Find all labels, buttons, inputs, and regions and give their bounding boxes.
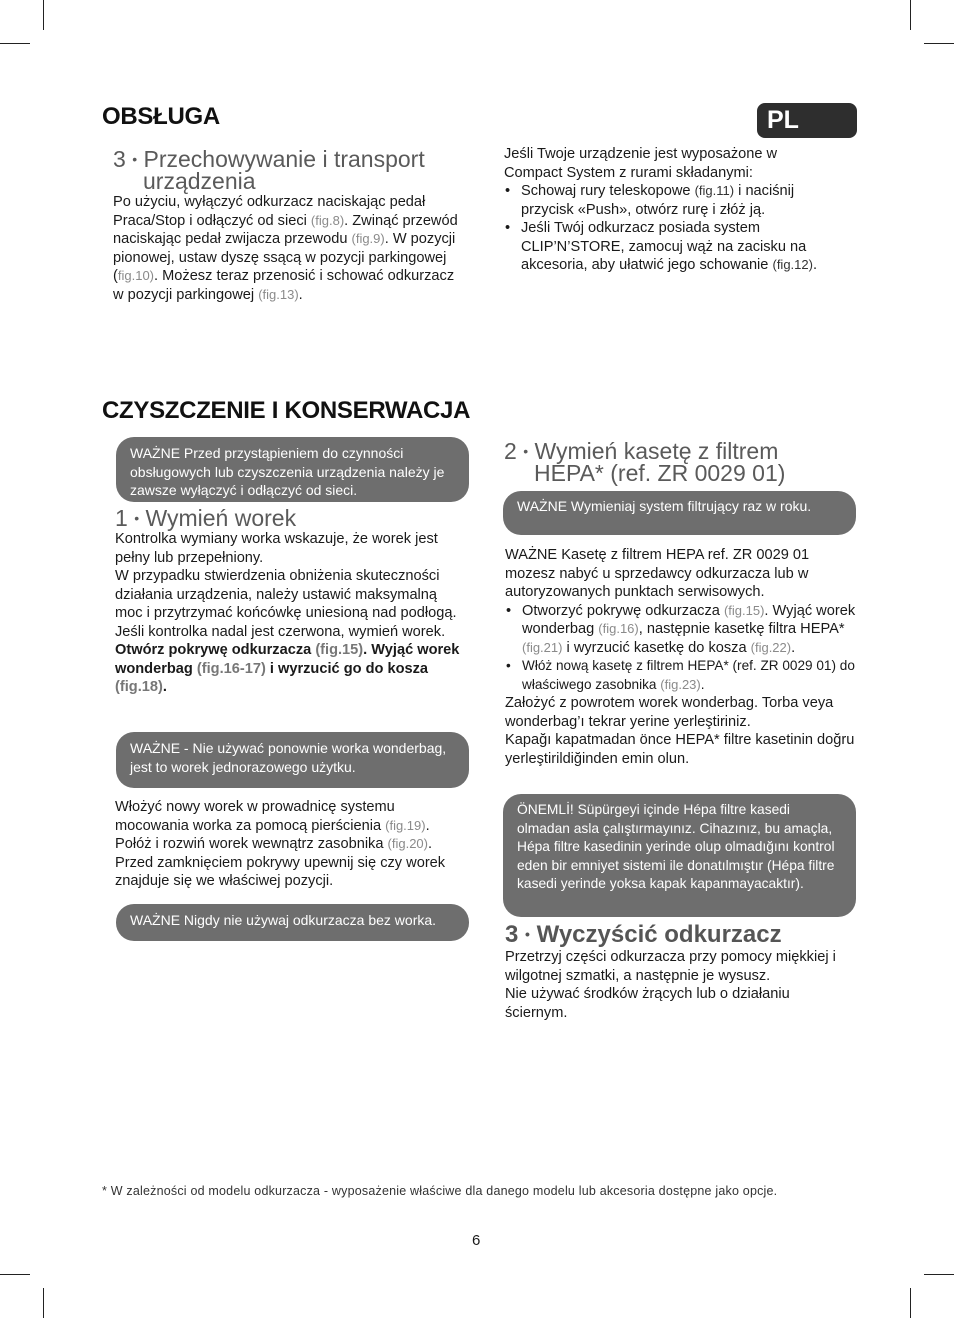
- subsection-number: 1: [115, 505, 128, 531]
- text: , następnie kasetkę filtra HEPA*: [638, 621, 845, 637]
- text: Włożyć nowy worek w prowadnicę systemu mocowania worka za pomocą pierścienia: [115, 799, 395, 834]
- hepa-check-text: Kapağı kapatmadan önce HEPA* filtre kasetinin doğru yerleştirildiğinden emin olun.: [505, 732, 855, 767]
- subsection-title: Wyczyścić odkurzacz: [536, 921, 782, 948]
- hepa-steps-list: [505, 602, 857, 695]
- warning-box-single-use: [116, 732, 469, 788]
- bullet-dot: •: [525, 926, 530, 942]
- hepa-purchase-text: WAŻNE Kasetę z filtrem HEPA ref. ZR 0029 01 mozesz nabyć u sprzedawcy odkurzacza lub w autoryzowanych punktach serwisowych.: [505, 547, 810, 600]
- fig-ref: (fig.8): [310, 212, 345, 228]
- text: .: [791, 639, 796, 656]
- crop-mark: [924, 1274, 954, 1275]
- text: .: [812, 257, 818, 273]
- fig-ref: (fig.16-17): [196, 660, 266, 677]
- subsection-number: 2: [504, 438, 517, 464]
- fig-ref: (fig.18): [115, 679, 163, 695]
- fig-ref: (fig.23): [660, 676, 701, 692]
- list-item: [504, 219, 824, 275]
- fig-ref: (fig.22): [750, 639, 792, 655]
- crop-mark: [0, 1274, 30, 1275]
- text: . Zwinąć przewód naciskając pedał zwijacza przewodu: [113, 212, 458, 247]
- text: . Połóż i rozwiń worek wewnątrz zasobnika: [115, 817, 430, 852]
- warning-text: WAŻNE Przed przystąpieniem do czynności obsługowych lub czyszczenia urządzenia należy je zawsze wyłączyć i odłączyć od sieci.: [130, 445, 445, 498]
- list-item: [505, 657, 857, 694]
- text: Włóż nową kasetę z filtrem HEPA* (ref. ZR 0029 01) do właściwego zasobnika: [522, 658, 855, 692]
- subsection-replace-bag: [115, 507, 460, 697]
- crop-mark: [910, 0, 911, 30]
- warning-box-disconnect: [116, 437, 469, 502]
- hepa-reinsert-text: Założyć z powrotem worek wonderbag. Torba veya wonderbag’ı tekrar yerine yerleştiriniz.: [505, 695, 834, 730]
- subsection-heading: [113, 148, 453, 192]
- crop-mark: [0, 43, 30, 44]
- text: . W pozycji pionowej, ustaw dyszę ssącą w pozycji parkingowej (: [113, 231, 456, 284]
- list-item: [505, 602, 857, 658]
- language-badge: [757, 103, 857, 138]
- fig-ref: (fig.12): [772, 257, 813, 272]
- clean-warning-text: Nie używać środków żrących lub o działaniu ściernym.: [505, 986, 790, 1021]
- warning-box-turkish: [503, 794, 856, 917]
- warning-text: ÖNEMLİ! Süpürgeyi içinde Hépa filtre kasedi olmadan asla çalıştırmayınız. Cihazınız, bu amaçla, Hépa filtre kasedinin yerinde olup olmadığını kontrol eden bir emniyet sistemi ile donatılmıştır (Hépa filtre kasedi yerinde yoksa kapak kapanmayacaktır).: [517, 802, 835, 891]
- crop-mark: [43, 1288, 44, 1318]
- bullet-dot: •: [134, 510, 140, 526]
- crop-mark: [910, 1288, 911, 1318]
- subsection-hepa: [504, 440, 854, 484]
- warning-text: WAŻNE Nigdy nie używaj odkurzacza bez worka.: [130, 912, 437, 928]
- warning-text: WAŻNE - Nie używać ponownie worka wonderbag, jest to worek jednorazowego użytku.: [130, 740, 447, 775]
- text: .: [162, 679, 167, 695]
- text: Po użyciu, wyłączyć odkurzacz naciskając pedał Praca/Stop i odłączyć od sieci: [113, 194, 426, 229]
- new-bag-text: [115, 798, 460, 891]
- crop-mark: [43, 0, 44, 30]
- text: Jeśli Twój odkurzacz posiada system CLIP’N’STORE, zamocuj wąż na zacisku na akcesoria, aby ułatwić jego schowanie: [521, 220, 807, 273]
- fig-ref: (fig.21): [522, 639, 563, 655]
- text: . Wyjąć worek wonderbag: [115, 642, 460, 677]
- compact-list: [504, 182, 824, 275]
- fig-ref: (fig.19): [385, 817, 426, 833]
- fig-ref: (fig.9): [351, 231, 385, 246]
- bullet-dot: •: [132, 151, 138, 167]
- footnote: * W zależności od modelu odkurzacza - wyposażenie właściwe dla danego modelu lub akcesoria dostępne jako opcje.: [102, 1184, 778, 1198]
- subsection-storage: [113, 146, 458, 304]
- text: . Wyjąć worek wonderbag: [522, 602, 856, 637]
- fig-ref: fig.10): [117, 268, 155, 283]
- text: i wyrzucić go do kosza: [265, 660, 429, 677]
- text: i wyrzucić kasetkę do kosza: [562, 639, 751, 656]
- bag-instructions: [115, 641, 460, 697]
- bag-indicator-text: Kontrolka wymiany worka wskazuje, że worek jest pełny lub przepełniony.: [115, 531, 438, 566]
- text: Otwórz pokrywę odkurzacza: [115, 642, 316, 658]
- hepa-text-block: [505, 546, 857, 768]
- compact-intro: Jeśli Twoje urządzenie jest wyposażone w Compact System z rurami składanymi:: [504, 146, 778, 181]
- bag-efficiency-text: W przypadku stwierdzenia obniżenia skuteczności działania urządzenia, należy ustawić maksymalną moc i przytrzymać końcówkę uniesioną nad podłogą. Jeśli kontrolka nadal jest czerwona, wymień worek.: [115, 568, 457, 640]
- page-number: 6: [472, 1232, 481, 1249]
- text: .: [298, 286, 303, 303]
- text: i naciśnij przycisk «Push», otwórz rurę i złóż ją.: [521, 183, 795, 218]
- text: .: [700, 676, 705, 692]
- text: . Przed zamknięciem pokrywy upewnij się czy worek znajduje się we właściwej pozycji.: [115, 836, 446, 889]
- subsection-number: 3: [505, 921, 519, 948]
- compact-system-block: [504, 145, 824, 275]
- fig-ref: (fig.13): [258, 286, 299, 302]
- section-title-obsluga: OBSŁUGA: [102, 103, 220, 130]
- subsection-title: Wymień worek: [145, 505, 297, 531]
- warning-box-no-bag: [116, 904, 469, 941]
- subsection-title: Wymień kasetę z filtrem HEPA* (ref. ZR 0029 01): [534, 438, 786, 486]
- subsection-title: Przechowywanie i transport urządzenia: [143, 146, 425, 194]
- warning-text: WAŻNE Wymieniaj system filtrujący raz w roku.: [517, 498, 812, 514]
- section-title-cleaning: CZYSZCZENIE I KONSERWACJA: [102, 397, 471, 424]
- subsection-heading: [115, 507, 460, 529]
- clean-text: Przetrzyj części odkurzacza przy pomocy miękkiej i wilgotnej szmatki, a następnie je wysusz.: [505, 949, 836, 984]
- text: . Możesz teraz przenosić i schować odkurzacz w pozycji parkingowej: [113, 268, 455, 303]
- storage-paragraph: [113, 193, 458, 304]
- text: Otworzyć pokrywę odkurzacza: [522, 602, 724, 619]
- bullet-dot: •: [523, 443, 529, 459]
- subsection-number: 3: [113, 146, 126, 172]
- crop-mark: [924, 43, 954, 44]
- list-item: [504, 182, 824, 219]
- subsection-heading: [505, 921, 857, 948]
- fig-ref: (fig.15): [723, 602, 765, 618]
- warning-box-yearly: [503, 491, 856, 535]
- fig-ref: (fig.15): [315, 642, 364, 658]
- fig-ref: (fig.16): [598, 621, 639, 636]
- fig-ref: (fig.20): [387, 836, 428, 851]
- subsection-clean: [505, 921, 857, 1022]
- text: Schowaj rury teleskopowe: [521, 183, 695, 199]
- fig-ref: (fig.11): [694, 183, 735, 198]
- language-code: PL: [767, 106, 799, 134]
- subsection-heading: [504, 440, 854, 484]
